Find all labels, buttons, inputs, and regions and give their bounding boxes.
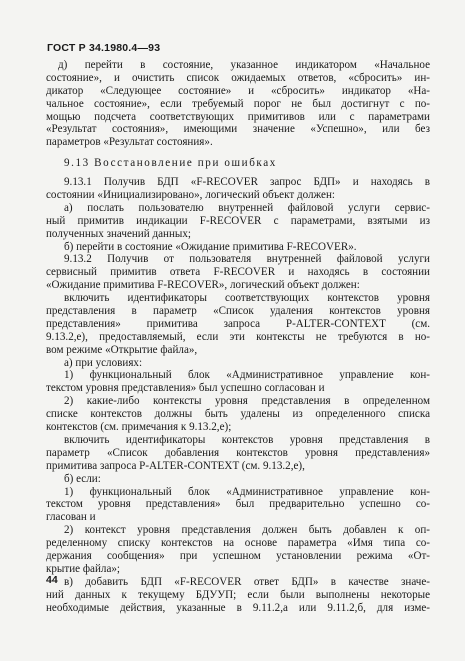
text-line: «Ожидание примитива F-RECOVER», логический объект должен: (46, 279, 360, 292)
text-line: текстом уровня представления» был предварительно успешно со- (46, 498, 430, 511)
text-line: представления» примитива запроса P-ALTER-CONTEXT (см. (46, 317, 430, 330)
standard-header: ГОСТ Р 34.1980.4—93 (47, 42, 161, 54)
text-line: необходимые действия, указанные в 9.11.2,а или 9.11.2,б, для изме- (46, 601, 430, 614)
section-heading: 9.13 Восстановление при ошибках (64, 157, 277, 170)
text-line: б) если: (64, 472, 101, 485)
text-line: ный примитив индикации F-RECOVER с параметрами, взятыми из (46, 214, 430, 227)
text-line: примитива запроса P-ALTER-CONTEXT (см. 9.13.2,е), (46, 459, 305, 472)
text-line: д) перейти в состояние, указанное индикатором «Начальное (58, 59, 430, 71)
text-line: дикатор «Следующее состояние» и «сбросить» индикатор «На- (46, 84, 430, 97)
text-line: «Результат состояния», имеющими значение «Успешно», или без (46, 123, 430, 136)
text-line: состоянии «Инициализировано», логический объект должен: (46, 189, 335, 202)
text-line: 9.13.2 Получив от пользователя внутренней файловой услуги (64, 253, 430, 266)
text-line: представления в параметр «Список удаления контекстов уровня (46, 305, 430, 318)
text-line: полученных значений данных; (46, 227, 191, 240)
text-line: параметр «Список добавления контекстов уровня представления» (46, 446, 430, 459)
page-number: 44 (46, 574, 58, 586)
text-line: 2) контекст уровня представления должен быть добавлен к оп- (64, 524, 430, 537)
text-line: 9.13.2,е), предоставляемый, если эти контексты не требуются в но- (46, 330, 430, 343)
text-line: включить идентификаторы соответствующих контекстов уровня (64, 292, 430, 305)
text-line: текстом уровня представления» был успешно согласован и (46, 382, 325, 395)
text-line: состояние», и очистить список ожидаемых ответов, «сбросить» ин- (46, 71, 430, 84)
text-line: ний данных к текущему БДУУП; если были выполнены некоторые (46, 588, 430, 601)
text-line: списке контекстов должны быть удалены из определенного списка (46, 408, 430, 421)
text-line: крытие файла»; (46, 562, 121, 575)
text-line: мощью подсчета соответствующих примитивов или с параметрами (46, 110, 430, 123)
text-line: вом режиме «Открытие файла», (46, 343, 198, 356)
text-line: включить идентификаторы контекстов уровня представления в (64, 433, 430, 446)
text-line: а) послать пользователю внутренней файловой услуги сервис- (64, 201, 430, 214)
text-line: в) добавить БДП «F-RECOVER ответ БДП» в качестве значе- (64, 575, 430, 588)
text-line: гласован и (46, 511, 96, 524)
page-body (46, 59, 430, 614)
text-line: 1) функциональный блок «Административное управление кон- (64, 369, 430, 382)
text-line: держания сообщения» при успешном установлении режима «От- (46, 549, 430, 562)
text-line: сервисный примитив ответа F-RECOVER и находясь в состоянии (46, 266, 430, 279)
text-line: контекстов (см. примечания к 9.13.2,е); (46, 421, 232, 434)
text-line: 1) функциональный блок «Административное управление кон- (64, 485, 430, 498)
text-line: чальное состояние», если требуемый порог не был достигнут с по- (46, 97, 430, 110)
text-line: параметров «Результат состояния». (46, 136, 213, 149)
text-line: 2) какие-либо контексты уровня представления в определенном (64, 395, 430, 408)
text-line: ределенному списку контекстов на основе параметра «Имя типа со- (46, 537, 430, 550)
text-line: 9.13.1 Получив БДП «F-RECOVER запрос БДП» и находясь в (64, 176, 430, 189)
text-line: б) перейти в состояние «Ожидание примитива F-RECOVER». (64, 240, 357, 253)
text-line: а) при условиях: (64, 356, 143, 369)
